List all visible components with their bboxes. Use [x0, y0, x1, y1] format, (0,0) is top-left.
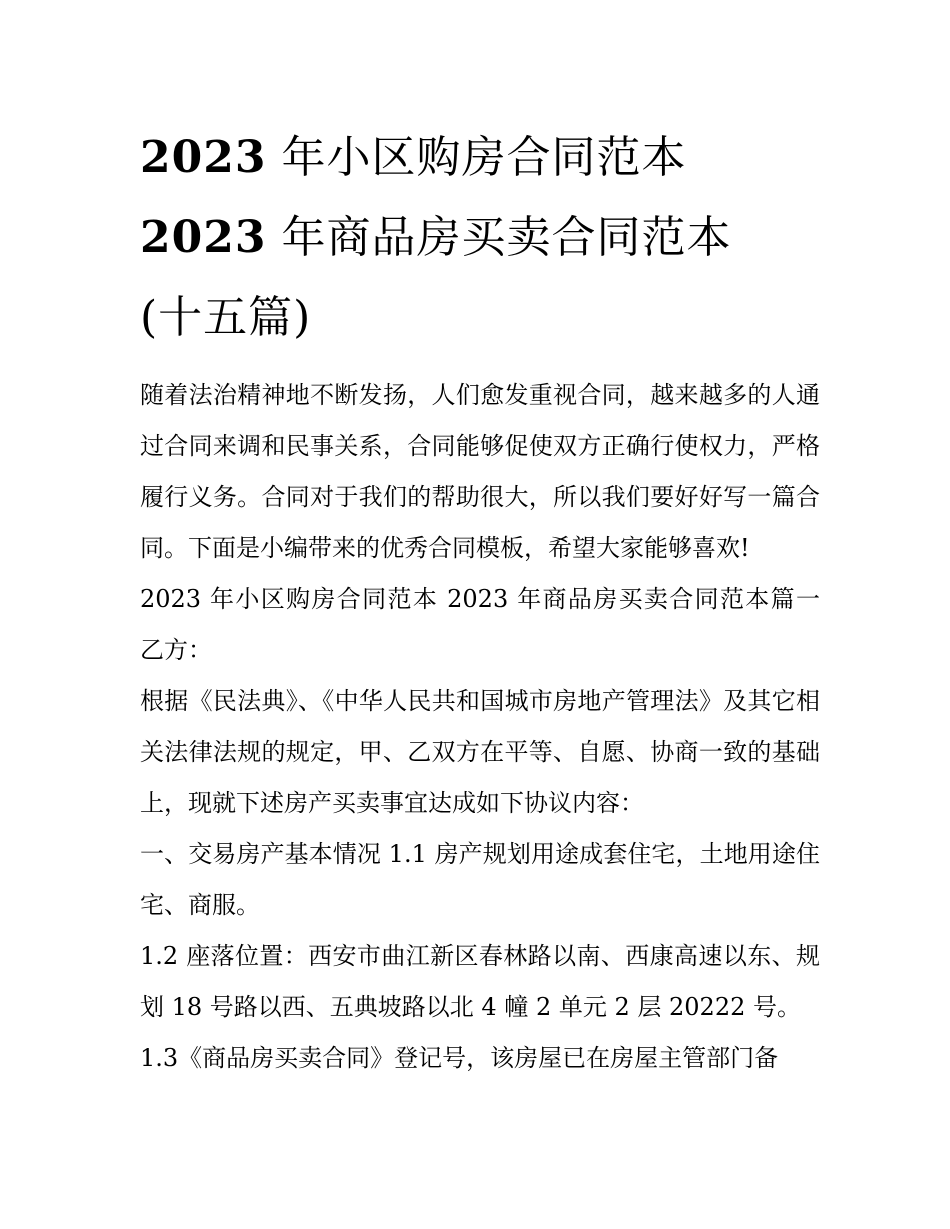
section-heading-paragraph: 2023 年小区购房合同范本 2023 年商品房买卖合同范本篇一 乙方： [140, 585, 820, 664]
clause-1-3-paragraph: 1.3《商品房买卖合同》登记号，该房屋已在房屋主管部门备 [140, 1044, 779, 1072]
title-line-1: 2023 年小区购房合同范本 [140, 132, 687, 183]
clause-1-2-paragraph: 1.2 座落位置：西安市曲江新区春林路以南、西康高速以东、规划 18 号路以西、五典坡路以北 4 幢 2 单元 2 层 20222 号。 [140, 942, 820, 1021]
title-line-2: 2023 年商品房买卖合同范本 [140, 212, 732, 263]
title-line-3: (十五篇) [140, 292, 312, 343]
clause-1-1-paragraph: 一、交易房产基本情况 1.1 房产规划用途成套住宅，土地用途住宅、商服。 [140, 840, 820, 919]
document-page [140, 118, 820, 1084]
document-title [140, 118, 820, 358]
legal-basis-paragraph: 根据《民法典》、《中华人民共和国城市房地产管理法》及其它相关法律法规的规定，甲、乙双方在平等、自愿、协商一致的基础上，现就下述房产买卖事宜达成如下协议内容： [140, 687, 820, 817]
intro-paragraph: 随着法治精神地不断发扬，人们愈发重视合同，越来越多的人通过合同来调和民事关系，合同能够促使双方正确行使权力，严格履行义务。合同对于我们的帮助很大，所以我们要好好写一篇合同。下面是小编带来的优秀合同模板，希望大家能够喜欢! [140, 381, 820, 562]
